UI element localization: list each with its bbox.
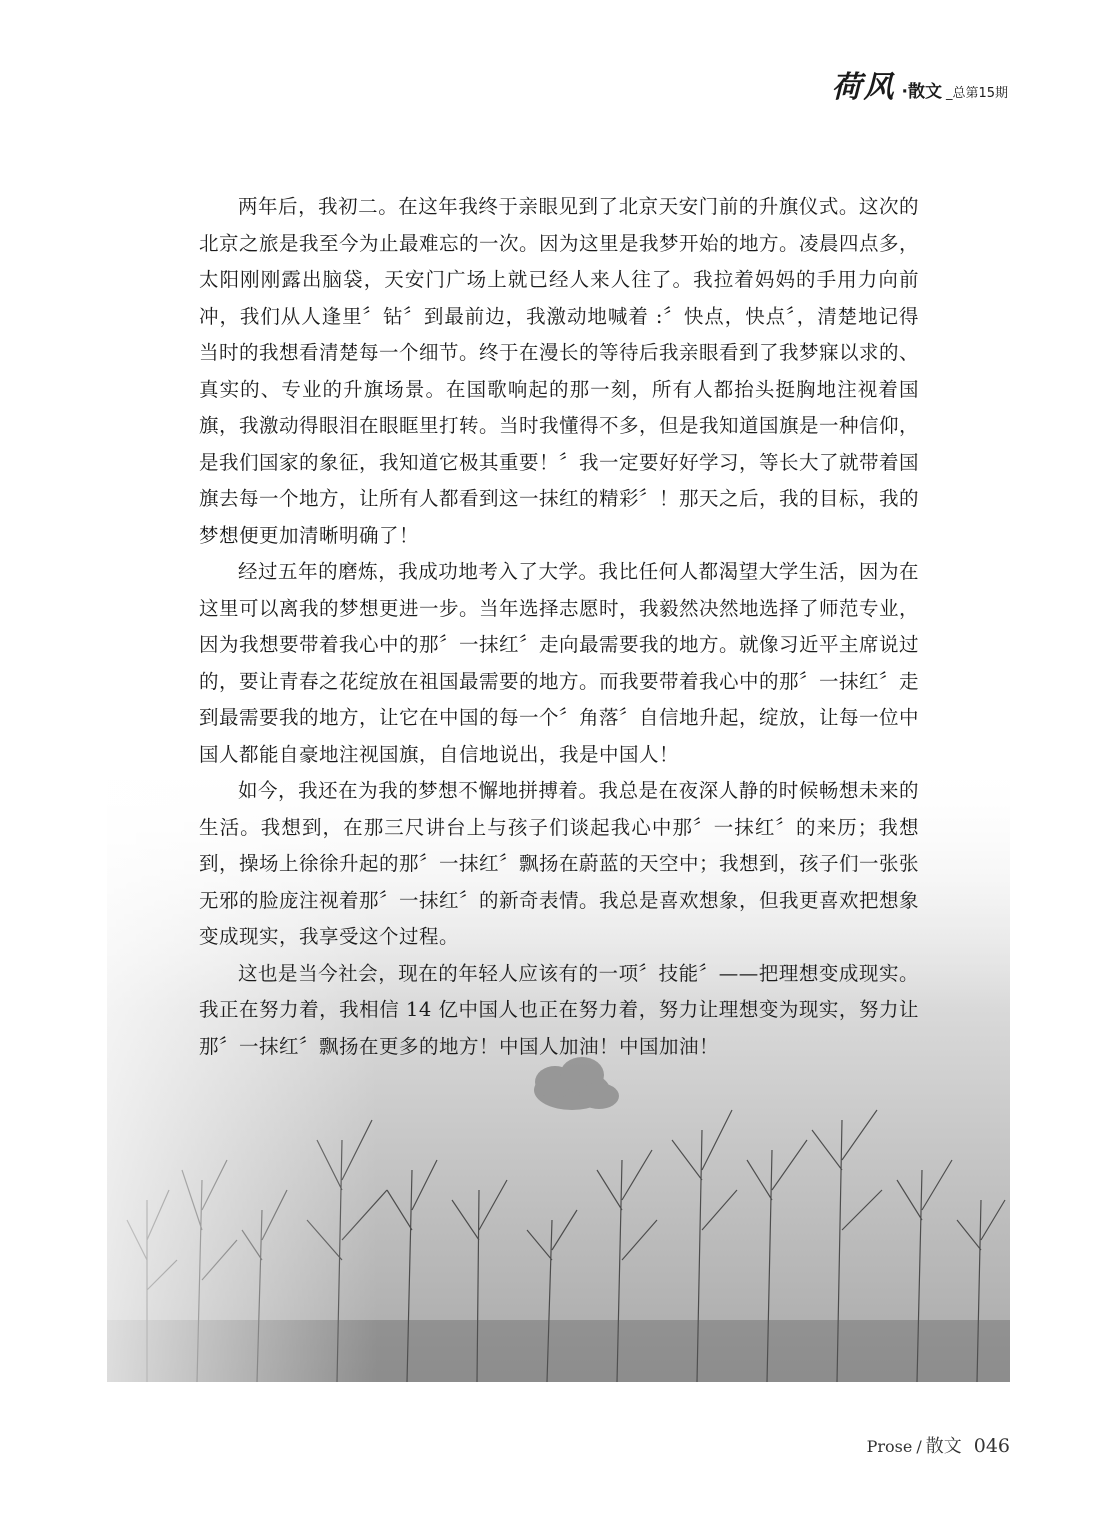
paragraph: 如今，我还在为我的梦想不懈地拼搏着。我总是在夜深人静的时候畅想未来的生活。我想到，在那三尺讲台上与孩子们谈起我心中那〞一抹红〞的来历；我想到，操场上徐徐升起的那〞一抹红〞飘扬在蔚蓝的天空中；我想到，孩子们一张张无邪的脸庞注视着那〞一抹红〞的新奇表情。我总是喜欢想象，但我更喜欢把想象变成现实，我享受这个过程。 (199, 779, 920, 948)
section-label: ·散文 (901, 82, 942, 102)
page-footer (867, 1432, 1010, 1458)
page-number: 046 (973, 1435, 1010, 1457)
footer-slash: / (916, 1437, 922, 1456)
issue-label: _总第15期 (945, 86, 1008, 101)
article-body (199, 189, 919, 1065)
paragraph: 两年后，我初二。在这年我终于亲眼见到了北京天安门前的升旗仪式。这次的北京之旅是我至今为止最难忘的一次。因为这里是我梦开始的地方。凌晨四点多，太阳刚刚露出脑袋，天安门广场上就已经人来人往了。我拉着妈妈的手用力向前冲，我们从人逢里〞钻〞到最前边，我激动地喊着 :〞快点，快点〞，清楚地记得当时的我想看清楚每一个细节。终于在漫长的等待后我亲眼看到了我梦寐以求的、真实的、专业的升旗场景。在国歌响起的那一刻，所有人都抬头挺胸地注视着国旗，我激动得眼泪在眼眶里打转。当时我懂得不多，但是我知道国旗是一种信仰，是我们国家的象征，我知道它极其重要！〞我一定要好好学习，等长大了就带着国旗去每一个地方，让所有人都看到这一抹红的精彩〞！那天之后，我的目标，我的梦想便更加清晰明确了！ (199, 195, 920, 547)
paragraph: 经过五年的磨炼，我成功地考入了大学。我比任何人都渴望大学生活，因为在这里可以离我的梦想更进一步。当年选择志愿时，我毅然决然地选择了师范专业，因为我想要带着我心中的那〞一抹红〞走向最需要我的地方。就像习近平主席说过的，要让青春之花绽放在祖国最需要的地方。而我要带着我心中的那〞一抹红〞走到最需要我的地方，让它在中国的每一个〞角落〞自信地升起，绽放，让每一位中国人都能自豪地注视国旗，自信地说出，我是中国人！ (199, 560, 920, 766)
footer-section-cn: 散文 (925, 1436, 962, 1457)
magazine-header (831, 62, 1008, 106)
paragraph: 这也是当今社会，现在的年轻人应该有的一项〞技能〞——把理想变成现实。我正在努力着，我相信 14 亿中国人也正在努力着，努力让理想变为现实，努力让那〞一抹红〞飘扬在更多的地方！中国人加油！中国加油！ (199, 961, 919, 1058)
magazine-logo: 荷风 (831, 70, 896, 105)
footer-section-en: Prose (866, 1437, 913, 1456)
